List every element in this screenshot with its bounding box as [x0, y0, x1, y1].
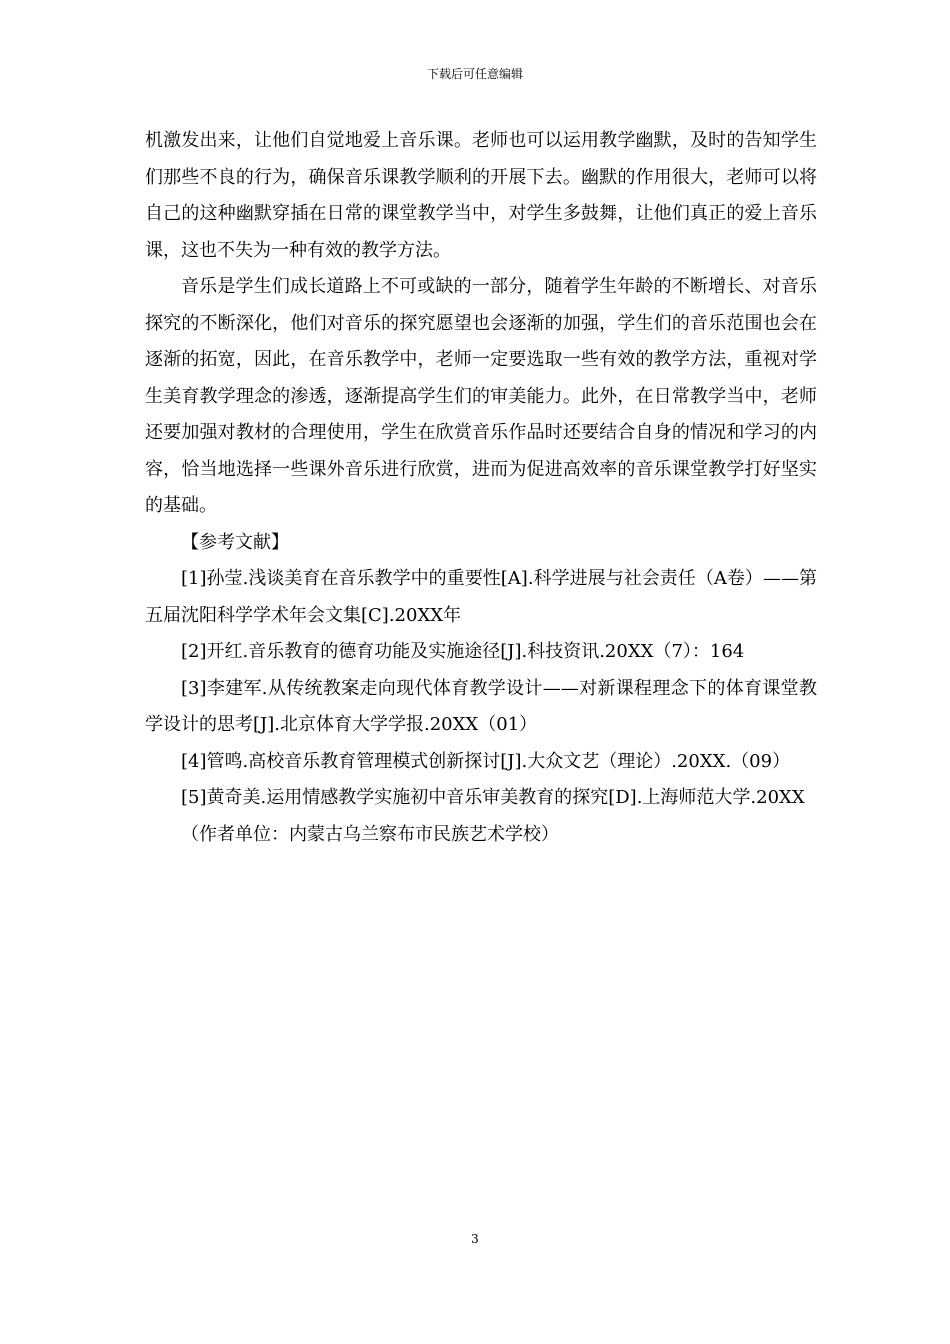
page-header: 下载后可任意编辑: [426, 67, 523, 81]
reference-item: [2]开红.音乐教育的德育功能及实施途径[J].科技资讯.20XX（7）：164: [181, 641, 745, 662]
body-paragraph: 机激发出来，让他们自觉地爱上音乐课。老师也可以运用教学幽默，及时的告知学生们那些不良的行为，确保音乐课教学顺利的开展下去。幽默的作用很大，老师可以将自己的这种幽默穿插在日常的课堂教学当中，对学生多鼓舞，让他们真正的爱上音乐课，这也不失为一种有效的教学方法。: [145, 130, 817, 261]
page-number: 3: [471, 1232, 479, 1246]
document-body: [145, 123, 817, 853]
author-unit: （作者单位：内蒙古乌兰察布市民族艺术学校）: [181, 823, 559, 845]
reference-item: [1]孙莹.浅谈美育在音乐教学中的重要性[A].科学进展与社会责任（A卷）——第五届沈阳科学学术年会文集[C].20XX年: [145, 568, 817, 626]
body-paragraph: 音乐是学生们成长道路上不可或缺的一部分，随着学生年龄的不断增长、对音乐探究的不断深化，他们对音乐的探究愿望也会逐渐的加强，学生们的音乐范围也会在逐渐的拓宽，因此，在音乐教学中，老师一定要选取一些有效的教学方法，重视对学生美育教学理念的渗透，逐渐提高学生们的审美能力。此外，在日常教学当中，老师还要加强对教材的合理使用，学生在欣赏音乐作品时还要结合自身的情况和学习的内容，恰当地选择一些课外音乐进行欣赏，进而为促进高效率的音乐课堂教学打好坚实的基础。: [145, 276, 817, 516]
reference-item: [3]李建军.从传统教案走向现代体育教学设计——对新课程理念下的体育课堂教学设计的思考[J].北京体育大学学报.20XX（01）: [145, 677, 817, 735]
reference-item: [5]黄奇美.运用情感教学实施初中音乐审美教育的探究[D].上海师范大学.20XX: [181, 787, 805, 808]
reference-item: [4]管鸣.高校音乐教育管理模式创新探讨[J].大众文艺（理论）.20XX.（09）: [181, 750, 791, 772]
references-heading: 【参考文献】: [181, 531, 289, 553]
references-section: [145, 525, 817, 817]
